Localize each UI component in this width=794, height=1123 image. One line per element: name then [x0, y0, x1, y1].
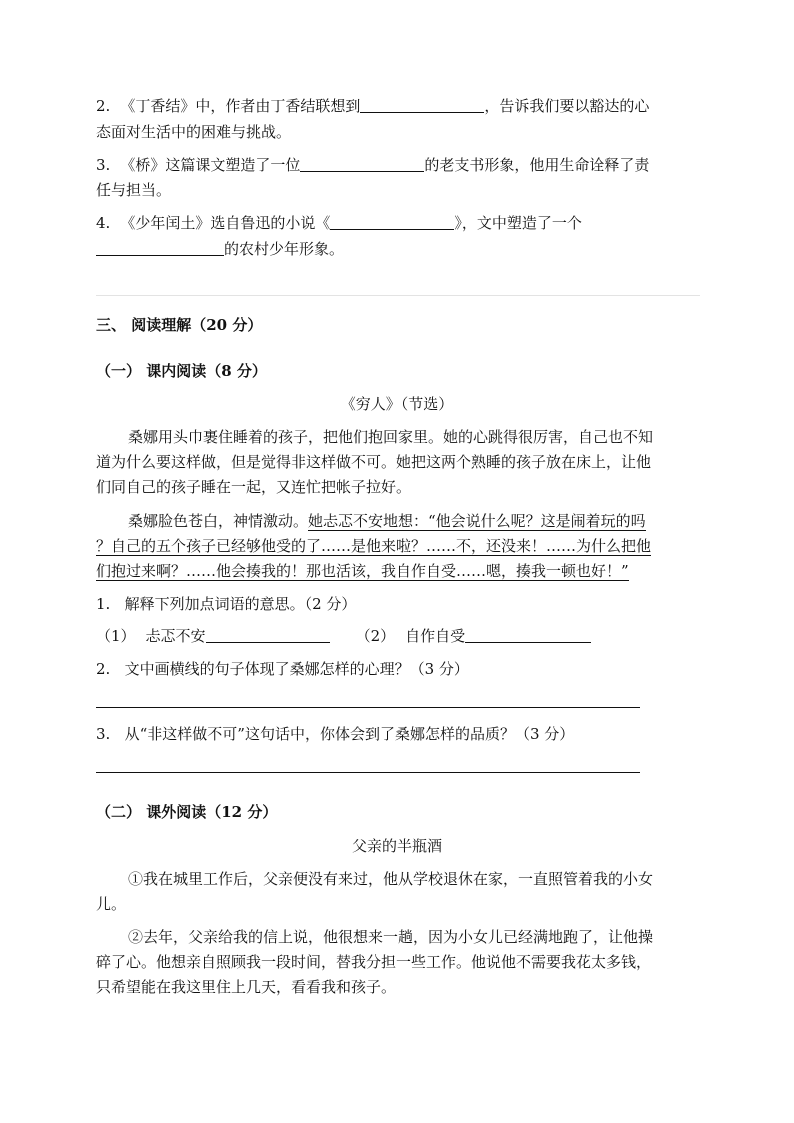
- question-4-line2: 的农村少年形象。: [96, 237, 344, 261]
- question-1-items: （1） 忐忑不安 （2） 自作自受: [96, 624, 591, 648]
- question-3: 3. 从“非这样做不可”这句话中，你体会到了桑娜怎样的品质？（3 分）: [96, 725, 575, 743]
- passage-line: 碎了心。他想亲自照顾我一段时间，替我分担一些工作。他说他不需要我花太多钱，: [96, 953, 652, 971]
- question-2-line1: 2. 《丁香结》中，作者由丁香结联想到 ，告诉我们要以豁达的心: [96, 97, 650, 115]
- passage-line: 桑娜用头巾裹住睡着的孩子，把他们抱回家里。她的心跳得很厉害，自己也不知: [128, 428, 654, 446]
- part2-heading: （二） 课外阅读（12 分）: [96, 803, 278, 821]
- section-title: 三、 阅读理解（20 分）: [96, 316, 263, 334]
- passage-line: [96, 534, 651, 558]
- passage-title: 父亲的半瓶酒: [351, 837, 442, 855]
- answer-blank[interactable]: [96, 238, 224, 256]
- passage-line: ①我在城里工作后，父亲便没有来过，他从学校退休在家，一直照管着我的小女: [128, 870, 654, 888]
- question-4-line1: 4. 《少年闰土》选自鲁迅的小说《 》，文中塑造了一个: [96, 214, 582, 232]
- answer-blank[interactable]: [300, 154, 424, 172]
- question-2-line2: 态面对生活中的困难与挑战。: [96, 123, 292, 141]
- underlined-sentence: ？自己的五个孩子已经够他受的了……是他来啦？……不，还没来！……为什么把他: [96, 537, 652, 555]
- passage-line: [96, 559, 629, 583]
- answer-blank[interactable]: [206, 625, 330, 643]
- answer-blank[interactable]: [360, 95, 484, 113]
- passage-line: 道为什么要这样做，但是觉得非这样做不可。她把这两个熟睡的孩子放在床上，让他: [96, 453, 652, 471]
- answer-blank[interactable]: [330, 212, 454, 230]
- passage-line: 桑娜脸色苍白，神情激动。她忐忑不安地想：“他会说什么呢？这是闹着玩的吗: [128, 512, 646, 530]
- passage-line: 儿。: [96, 895, 127, 913]
- passage-title: 《穷人》（节选）: [340, 395, 454, 413]
- question-3-line2: 任与担当。: [96, 181, 172, 199]
- answer-blank[interactable]: [465, 625, 591, 643]
- underlined-sentence: 们抱过来啊？……他会揍我的！那也活该，我自作自受……嗯，揍我一顿也好！”: [96, 562, 629, 580]
- question-2: 2. 文中画横线的句子体现了桑娜怎样的心理？（3 分）: [96, 660, 469, 678]
- passage-line: 们同自己的孩子睡在一起，又连忙把帐子拉好。: [96, 478, 412, 496]
- question-1: 1. 解释下列加点词语的意思。（2 分）: [96, 595, 357, 613]
- part1-heading: （一） 课内阅读（8 分）: [96, 362, 267, 380]
- passage-line: ②去年，父亲给我的信上说，他很想来一趟，因为小女儿已经满地跑了，让他操: [128, 928, 654, 946]
- passage-line: 只希望能在我这里住上几天，看看我和孩子。: [96, 978, 397, 996]
- answer-line[interactable]: [96, 707, 640, 708]
- question-3-line1: 3. 《桥》这篇课文塑造了一位 的老支书形象，他用生命诠释了责: [96, 156, 650, 174]
- section-divider: [96, 295, 700, 296]
- answer-line[interactable]: [96, 772, 640, 773]
- underlined-sentence: 她忐忑不安地想：“他会说什么呢？这是闹着玩的吗: [308, 512, 646, 530]
